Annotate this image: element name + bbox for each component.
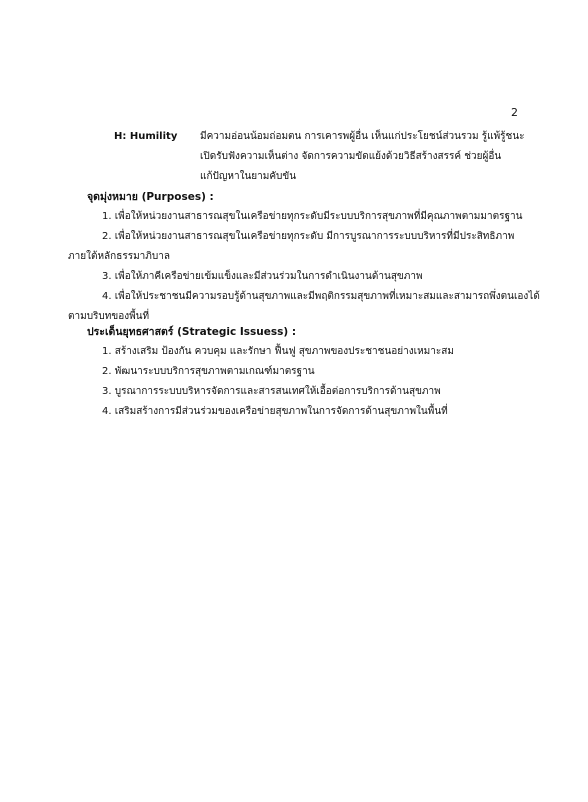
purpose-item: 4. เพื่อให้ประชาชนมีความรอบรู้ด้านสุขภาพและมีพฤติกรรมสุขภาพที่เหมาะสมและสามารถพึ่งตนเองได้ (102, 291, 540, 302)
value-description (200, 127, 534, 187)
purposes-section (68, 187, 540, 327)
purpose-item: 1. เพื่อให้หน่วยงานสาธารณสุขในเครือข่ายทุกระดับมีระบบบริการสุขภาพที่มีคุณภาพตามมาตรฐาน (102, 211, 523, 222)
value-description-line: มีความอ่อนน้อมถ่อมตน การเคารพผู้อื่น เห็นแก่ประโยชน์ส่วนรวม รู้แพ้รู้ชนะ (200, 131, 525, 142)
strategic-issue-item: 4. เสริมสร้างการมีส่วนร่วมของเครือข่ายสุขภาพในการจัดการด้านสุขภาพในพื้นที่ (102, 406, 448, 417)
value-label: H: Humility (114, 131, 178, 142)
purposes-heading: จุดมุ่งหมาย (Purposes) : (87, 191, 214, 203)
purpose-item-continuation: ตามบริบทของพื้นที่ (68, 311, 150, 322)
value-definition-humility (114, 127, 534, 187)
strategic-issues-section (87, 322, 537, 422)
value-description-line: เปิดรับฟังความเห็นต่าง จัดการความขัดแย้งด้วยวิธีสร้างสรรค์ ช่วยผู้อื่น (200, 151, 502, 162)
purpose-item: 3. เพื่อให้ภาคีเครือข่ายเข้มแข็งและมีส่วนร่วมในการดำเนินงานด้านสุขภาพ (102, 271, 423, 282)
strategic-issue-item: 2. พัฒนาระบบบริการสุขภาพตามเกณฑ์มาตรฐาน (102, 366, 315, 377)
value-description-line: แก้ปัญหาในยามคับขัน (200, 171, 297, 182)
strategic-issues-heading: ประเด็นยุทธศาสตร์ (Strategic Issuess) : (87, 326, 297, 338)
purpose-item-continuation: ภายใต้หลักธรรมาภิบาล (68, 251, 170, 262)
strategic-issue-item: 1. สร้างเสริม ป้องกัน ควบคุม และรักษา ฟื้นฟู สุขภาพของประชาชนอย่างเหมาะสม (102, 346, 454, 357)
page-number: 2 (511, 106, 518, 119)
purpose-item: 2. เพื่อให้หน่วยงานสาธารณสุขในเครือข่ายทุกระดับ มีการบูรณาการระบบบริหารที่มีประสิทธิภาพ (102, 231, 515, 242)
strategic-issue-item: 3. บูรณาการระบบบริหารจัดการและสารสนเทศให้เอื้อต่อการบริการด้านสุขภาพ (102, 386, 441, 397)
